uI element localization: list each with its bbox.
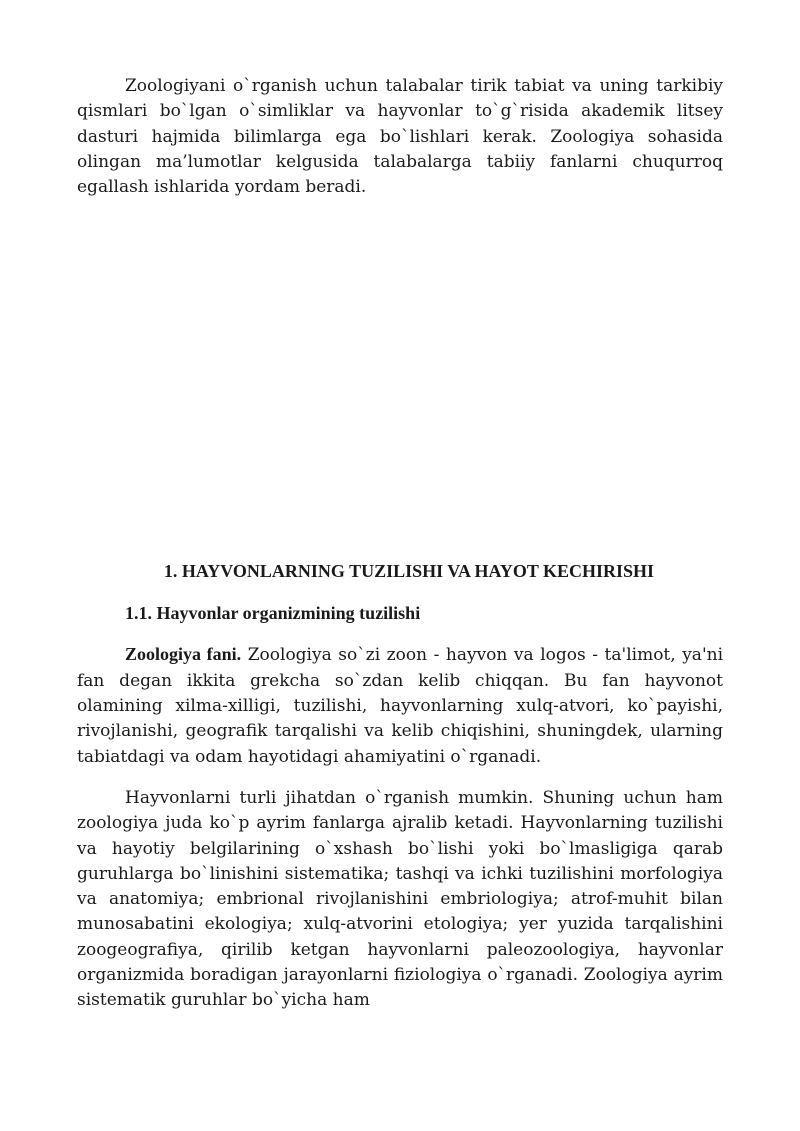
paragraph-lead-term: Zoologiya fani. (125, 644, 242, 665)
intro-paragraph: Zoologiyani o`rganish uchun talabalar tirik tabiat va uning tarkibiy qismlari bo`lgan o`simliklar va hayvonlar to`g`risida akademik litsey dasturi hajmida bilimlarga ega bo`lishlari kerak. Zoologiya sohasida olingan ma’lumotlar kelgusida talabalarga tabiiy fanlarni chuqurroq egallash ishlarida yordam beradi. (77, 76, 723, 198)
blank-space (77, 200, 723, 558)
paragraph-body: Zoologiya so`zi zoon - hayvon va logos - ta'limot, ya'ni fan degan ikkita grekcha so`zdan kelib chiqqan. Bu fan hayvonot olamining xilma-xilligi, tuzilishi, hayvonlarning xulq-atvori, ko`payishi, rivojlanishi, geografik tarqalishi va kelib chiqishini, shuningdek, ularning tabiatdagi va odam hayotidagi ahamiyatini o`rganadi. (77, 645, 724, 767)
document-page (77, 74, 723, 1014)
paragraph-zoologiya-fani (77, 642, 723, 769)
subsection-title: 1.1. Hayvonlar organizmining tuzilishi (125, 603, 421, 624)
paragraph-hayvonlarni-organish: Hayvonlarni turli jihatdan o`rganish mumkin. Shuning uchun ham zoologiya juda ko`p ayrim fanlarga ajralib ketadi. Hayvonlarning tuzilishi va hayotiy belgilarining o`xshash bo`lishi yoki bo`lmasligiga qarab guruhlarga bo`linishini sistematika; tashqi va ichki tuzilishini morfologiya va anatomiya; embrional rivojlanishini embriologiya; atrof-muhit bilan munosabatini ekologiya; xulq-atvorini etologiya; yer yuzida tarqalishini zoogeografiya, qirilib ketgan hayvonlarni paleozoologiya, hayvonlar organizmida boradigan jarayonlarni fiziologiya o`rganadi. Zoologiya ayrim sistematik guruhlar bo`yicha ham (77, 787, 723, 1011)
section-title: 1. HAYVONLARNING TUZILISHI VA HAYOT KECHIRISHI (163, 561, 655, 582)
